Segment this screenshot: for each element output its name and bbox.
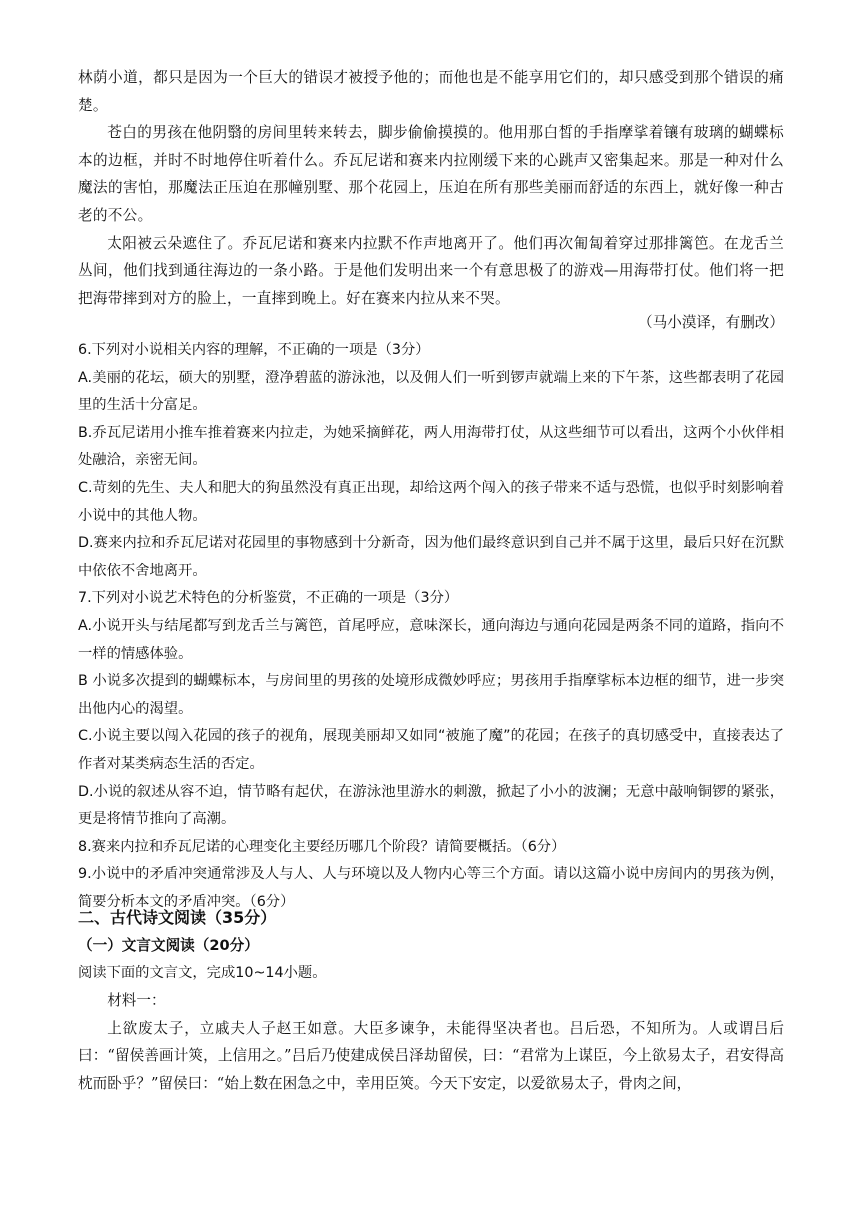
question-7-option-a: A.小说开头与结尾都写到龙舌兰与篱笆，首尾呼应，意味深长，通向海边与通向花园是两条不同的道路，指向不一样的情感体验。 (78, 617, 784, 662)
story-excerpt (78, 64, 784, 312)
story-paragraph-3: 太阳被云朵遮住了。乔瓦尼诺和赛来内拉默不作声地离开了。他们再次匍匐着穿过那排篱笆。在龙舌兰丛间，他们找到通往海边的一条小路。于是他们发明出来一个有意思极了的游戏—用海带打仗。他们将一把把海带摔到对方的脸上，一直摔到晚上。好在赛来内拉从来不哭。 (78, 234, 784, 307)
section-2-heading: 二、古代诗文阅读（35分） (78, 908, 277, 927)
translator-credit: （马小漠译，有删改） (638, 314, 784, 331)
question-6-option-a: A.美丽的花坛，硕大的别墅，澄净碧蓝的游泳池，以及佣人们一听到锣声就端上来的下午茶，这些都表明了花园里的生活十分富足。 (78, 369, 784, 414)
question-6-stem: 6.下列对小说相关内容的理解，不正确的一项是（3分） (78, 342, 430, 358)
question-7-option-c: C.小说主要以闯入花园的孩子的视角，展现美丽却又如同“被施了魔”的花园；在孩子的真切感受中，直接表达了作者对某类病态生活的否定。 (78, 728, 784, 772)
story-paragraph-1: 林荫小道，都只是因为一个巨大的错误才被授予他的；而他也是不能享用它们的，却只感受到那个错误的痛楚。 (78, 69, 784, 114)
section-2-subheading: （一）文言文阅读（20分） (78, 937, 259, 954)
material-label: 材料一： (107, 992, 166, 1010)
question-6-option-b: B.乔瓦尼诺用小推车推着赛来内拉走，为她采摘鲜花，两人用海带打仗，从这些细节可以看出，这两个小伙伴相处融洽，亲密无间。 (78, 424, 784, 469)
question-6-option-d: D.赛来内拉和乔瓦尼诺对花园里的事物感到十分新奇，因为他们最终意识到自己并不属于这里，最后只好在沉默中依依不舍地离开。 (78, 535, 784, 579)
question-7-option-d: D.小说的叙述从容不迫，情节略有起伏，在游泳池里游水的刺激，掀起了小小的波澜；无意中敲响铜锣的紧张，更是将情节推向了高潮。 (78, 783, 784, 828)
questions-section (78, 337, 784, 916)
question-7-option-b: B 小说多次提到的蝴蝶标本，与房间里的男孩的处境形成微妙呼应；男孩用手指摩挲标本边框的细节，进一步突出他内心的渴望。 (78, 673, 784, 717)
question-8: 8.赛来内拉和乔瓦尼诺的心理变化主要经历哪几个阶段？请简要概括。（6分） (78, 838, 566, 855)
question-6-option-c: C.苛刻的先生、夫人和肥大的狗虽然没有真正出现，却给这两个闯入的孩子带来不适与恐慌，也似乎时刻影响着小说中的其他人物。 (78, 479, 784, 524)
material-one-text: 上欲废太子，立戚夫人子赵王如意。大臣多谏争，未能得坚决者也。吕后恐，不知所为。人或谓吕后曰：“留侯善画计筴，上信用之。”吕后乃使建成侯吕泽劫留侯，曰：“君常为上谋臣，今上欲易太子，君安得高枕而卧乎？”留侯曰：“始上数在困急之中，幸用臣筴。今天下安定，以爱欲易太子，骨肉之间， (78, 1019, 784, 1092)
story-paragraph-2: 苍白的男孩在他阴翳的房间里转来转去，脚步偷偷摸摸的。他用那白皙的手指摩挲着镶有玻璃的蝴蝶标本的边框，并时不时地停住听着什么。乔瓦尼诺和赛来内拉刚缓下来的心跳声又密集起来。那是一种对什么魔法的害怕，那魔法正压迫在那幢别墅、那个花园上，压迫在所有那些美丽而舒适的东西上，就好像一种古老的不公。 (78, 124, 784, 224)
section-2 (78, 904, 784, 1098)
question-9: 9.小说中的矛盾冲突通常涉及人与人、人与环境以及人物内心等三个方面。请以这篇小说中房间内的男孩为例，简要分析本文的矛盾冲突。（6分） (78, 866, 784, 910)
question-7-stem: 7.下列对小说艺术特色的分析鉴赏，不正确的一项是（3分） (78, 590, 459, 607)
reading-instruction: 阅读下面的文言文，完成10~14小题。 (78, 964, 327, 981)
